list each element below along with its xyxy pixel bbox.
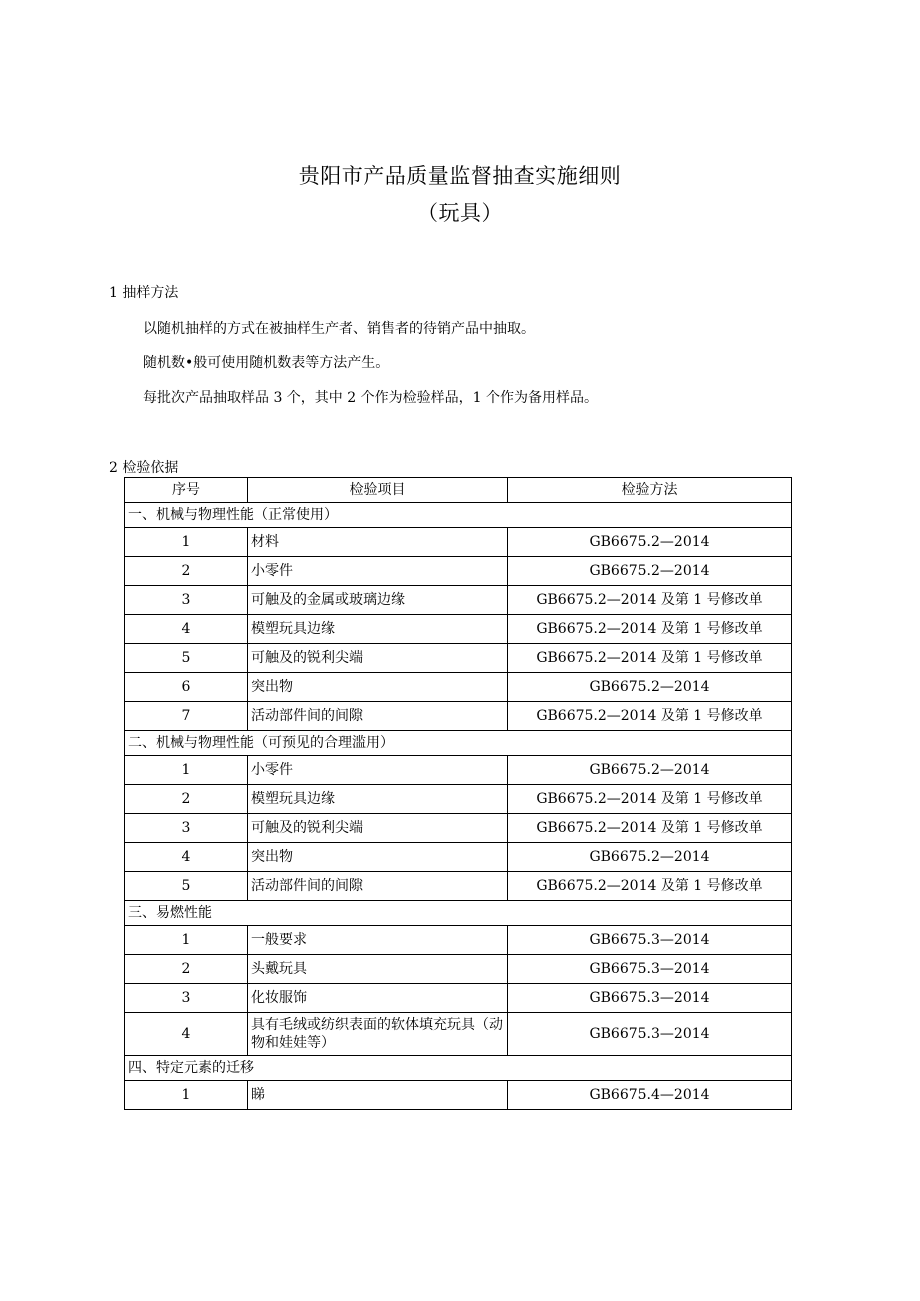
cell-item: 睇 [248,1081,508,1110]
cell-no: 5 [125,872,248,901]
table-row [125,557,792,586]
cell-item: 活动部件间的间隙 [248,872,508,901]
cell-no: 4 [125,615,248,644]
cell-method: GB6675.2—2014 及第 1 号修改单 [508,702,792,731]
cell-method: GB6675.2—2014 及第 1 号修改单 [508,615,792,644]
cell-item: 模塑玩具边缘 [248,615,508,644]
cell-item: 可触及的金属或玻璃边缘 [248,586,508,615]
cell-no: 4 [125,1013,248,1056]
cell-item: 突出物 [248,673,508,702]
table-row [125,673,792,702]
cell-method: GB6675.2—2014 及第 1 号修改单 [508,872,792,901]
cell-item: 突出物 [248,843,508,872]
table-row [125,644,792,673]
cell-method: GB6675.3—2014 [508,1013,792,1056]
header-method: 检验方法 [508,478,792,503]
table-row [125,872,792,901]
cell-method: GB6675.2—2014 [508,673,792,702]
cell-no: 3 [125,586,248,615]
cell-method: GB6675.2—2014 [508,756,792,785]
cell-item: 化妆服饰 [248,984,508,1013]
cell-item: 模塑玩具边缘 [248,785,508,814]
group-title: 二、机械与物理性能（可预见的合理滥用） [125,731,792,756]
cell-method: GB6675.2—2014 及第 1 号修改单 [508,586,792,615]
cell-method: GB6675.2—2014 [508,843,792,872]
cell-item: 活动部件间的间隙 [248,702,508,731]
section-1-paragraph: 以随机抽样的方式在被抽样生产者、销售者的待销产品中抽取。 [143,321,535,337]
group-row [125,1056,792,1081]
cell-no: 3 [125,814,248,843]
cell-item: 头戴玩具 [248,955,508,984]
table-row [125,984,792,1013]
inspection-basis-table [124,477,792,1110]
group-row [125,901,792,926]
cell-no: 2 [125,955,248,984]
table-row [125,814,792,843]
table-row [125,702,792,731]
cell-no: 1 [125,756,248,785]
cell-method: GB6675.4—2014 [508,1081,792,1110]
group-row [125,503,792,528]
table-row [125,1081,792,1110]
cell-no: 1 [125,528,248,557]
cell-method: GB6675.2—2014 [508,557,792,586]
section-2-heading: 2 检验依据 [109,460,179,476]
cell-item: 小零件 [248,557,508,586]
cell-no: 2 [125,557,248,586]
table-row [125,528,792,557]
header-item: 检验项目 [248,478,508,503]
cell-no: 7 [125,702,248,731]
cell-method: GB6675.2—2014 及第 1 号修改单 [508,785,792,814]
header-no: 序号 [125,478,248,503]
cell-method: GB6675.3—2014 [508,955,792,984]
document-title: 贵阳市产品质量监督抽查实施细则 [298,164,622,188]
group-row [125,731,792,756]
table-row [125,785,792,814]
section-1-paragraph: 每批次产品抽取样品 3 个，其中 2 个作为检验样品，1 个作为备用样品。 [143,390,598,406]
cell-method: GB6675.2—2014 [508,528,792,557]
section-1-heading: 1 抽样方法 [109,285,179,301]
cell-item: 材料 [248,528,508,557]
table-row [125,756,792,785]
cell-item: 可触及的锐利尖端 [248,814,508,843]
document-subtitle: （玩具） [417,201,503,225]
cell-method: GB6675.2—2014 及第 1 号修改单 [508,814,792,843]
cell-item: 小零件 [248,756,508,785]
table-row [125,926,792,955]
group-title: 一、机械与物理性能（正常使用） [125,503,792,528]
table-row [125,955,792,984]
group-title: 三、易燃性能 [125,901,792,926]
group-title: 四、特定元素的迁移 [125,1056,792,1081]
cell-method: GB6675.3—2014 [508,984,792,1013]
table-row [125,843,792,872]
cell-no: 1 [125,1081,248,1110]
cell-no: 2 [125,785,248,814]
table-row [125,586,792,615]
table-row [125,615,792,644]
cell-method: GB6675.3—2014 [508,926,792,955]
table-row [125,1013,792,1056]
cell-item: 一般要求 [248,926,508,955]
section-1-paragraph: 随机数•般可使用随机数表等方法产生。 [143,355,390,371]
cell-item: 可触及的锐利尖端 [248,644,508,673]
cell-no: 5 [125,644,248,673]
cell-no: 1 [125,926,248,955]
cell-item: 具有毛绒或纺织表面的软体填充玩具（动物和娃娃等） [248,1013,508,1056]
table-header-row [125,478,792,503]
cell-no: 4 [125,843,248,872]
cell-no: 3 [125,984,248,1013]
cell-no: 6 [125,673,248,702]
cell-method: GB6675.2—2014 及第 1 号修改单 [508,644,792,673]
